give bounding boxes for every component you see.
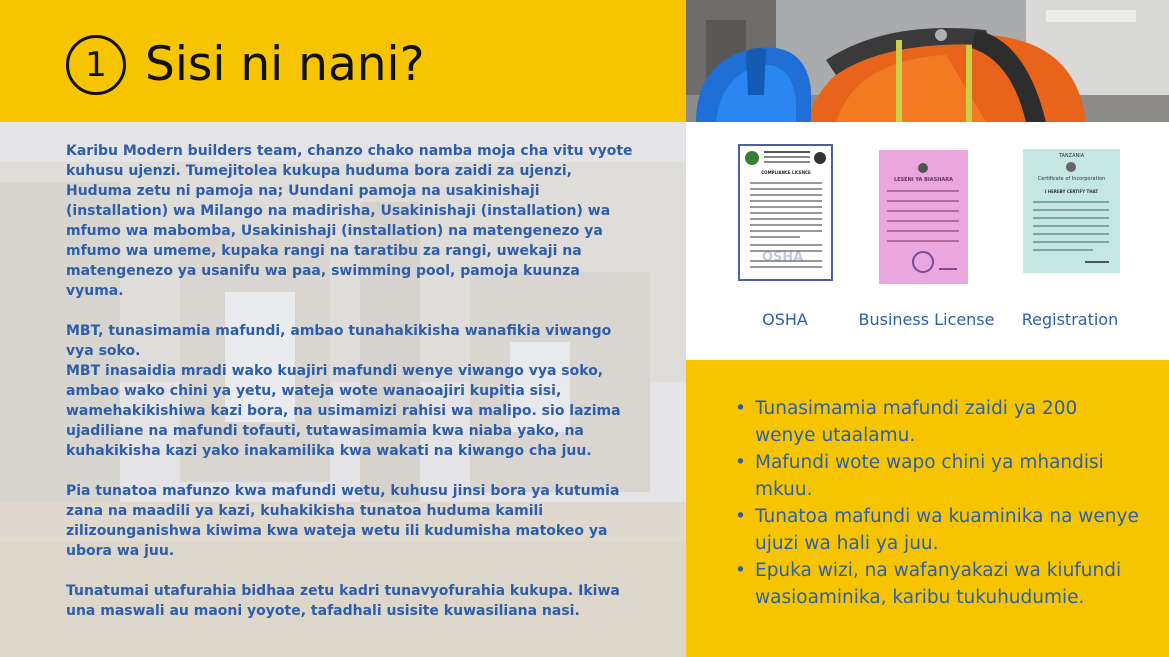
about-text — [66, 141, 636, 641]
registration-country: TANZANIA — [1058, 153, 1085, 159]
section-number: 1 — [85, 45, 107, 85]
supervision-paragraph — [66, 321, 636, 461]
worker-gear-photo — [686, 0, 1169, 122]
closing-paragraph: Tunatumai utafurahia bidhaa zetu kadri tunavyofurahia kukupa. Ikiwa una maswali au maoni yoyote, tafadhali usisite kuwasiliana nasi. — [66, 583, 620, 619]
osha-certificate-title: COMPLIANCE LICENCE — [761, 170, 811, 175]
training-paragraph: Pia tunatoa mafunzo kwa mafundi wetu, kuhusu jinsi bora ya kutumia zana na maadili ya kazi, kuhakikisha tunatoa huduma kamili zilizounganishwa kiwima kwa wateja wetu ili kudumisha matokeo ya ubora wa juu. — [66, 483, 620, 559]
osha-stamp: OSHA — [762, 250, 804, 265]
highlight-item: • Tunatoa mafundi wa kuaminika na wenye ujuzi wa hali ya juu. — [731, 503, 1141, 557]
business-license-label: Business License — [858, 310, 995, 329]
highlight-item: • Mafundi wote wapo chini ya mhandisi mkuu. — [731, 449, 1141, 503]
osha-certificate-image — [738, 144, 833, 281]
osha-label: OSHA — [762, 310, 808, 329]
supervision-line-1: MBT, tunasimamia mafundi, ambao tunahakikisha wanafikia viwango vya soko. — [66, 323, 612, 359]
intro-paragraph: Karibu Modern builders team, chanzo chako namba moja cha vitu vyote kuhusu ujenzi. Tumejitolea kukupa huduma bora zaidi za ujenzi, Huduma zetu ni pamoja na; Uundani pamoja na usakinishaji (installation) wa Milango na madirisha, Usakinishaji (installation) wa mfumo wa mabomba, Usakinishaji (installation) na matengenezo ya mfumo wa umeme, kupaka rangi na taratibu za rangi, uwekaji na matengenezo ya usanifu wa paa, swimming pool, pamoja kuunza vyuma. — [66, 143, 633, 299]
registration-label: Registration — [1021, 310, 1119, 329]
registration-certificate-image — [1023, 149, 1120, 273]
business-license-image — [879, 150, 968, 284]
highlight-item: • Tunasimamia mafundi zaidi ya 200 wenye utaalamu. — [731, 395, 1141, 449]
registration-sub: I HEREBY CERTIFY THAT — [1044, 189, 1099, 194]
section-number-badge — [66, 35, 126, 95]
highlight-item: • Epuka wizi, na wafanyakazi wa kiufundi wasioaminika, karibu tukuhudumie. — [731, 557, 1141, 611]
title-banner — [0, 0, 686, 122]
supervision-line-2: MBT inasaidia mradi wako kuajiri mafundi wenye viwango vya soko, ambao wako chini ya yetu, wateja wote wanaoajiri kupitia sisi, wamehakikishiwa kazi bora, na usimamizi rahisi wa malipo. sio lazima ujadiliane na mafundi tofauti, tutawasimamia kwa niaba yako, na kuhakikisha kazi yako inakamilika kwa wakati na kiwango cha juu. — [66, 363, 621, 459]
registration-title: Certificate of Incorporation — [1037, 176, 1106, 182]
page-title: Sisi ni nani? — [145, 37, 425, 92]
business-license-title: LESENI YA BIASHARA — [893, 177, 954, 183]
business-license-graphic — [879, 150, 968, 284]
highlights-list — [731, 395, 1141, 611]
registration-certificate-graphic — [1023, 149, 1120, 273]
worker-gear-illustration — [686, 0, 1169, 122]
